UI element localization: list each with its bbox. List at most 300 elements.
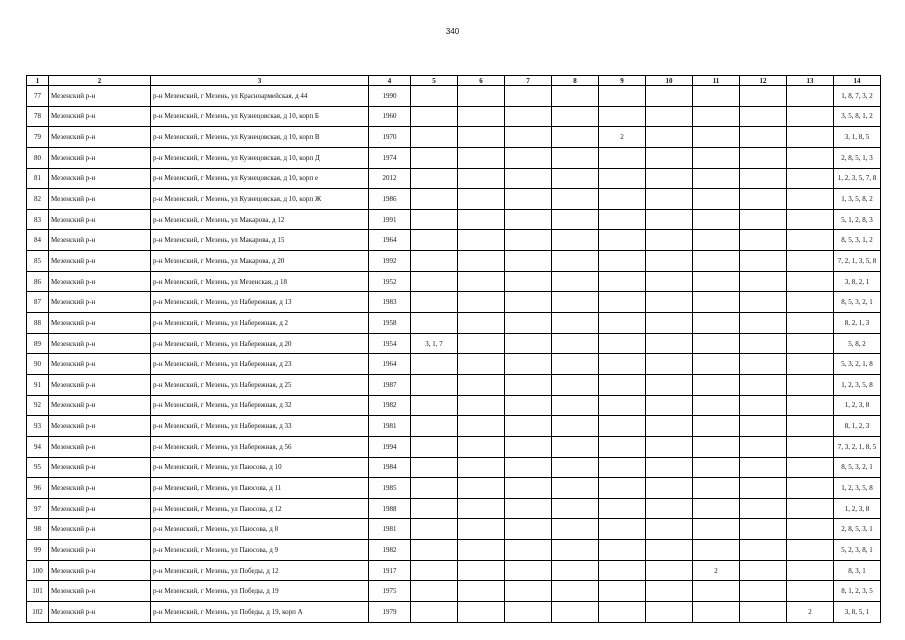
- table-cell-c5: [411, 478, 458, 499]
- table-cell-c14: 7, 2, 1, 3, 5, 8: [834, 251, 881, 272]
- table-cell-c5: [411, 168, 458, 189]
- table-cell-n: 102: [27, 602, 49, 623]
- table-cell-district: Мезенский р-н: [49, 560, 151, 581]
- table-cell-c10: [646, 354, 693, 375]
- table-cell-year: 1958: [369, 313, 411, 334]
- table-cell-c12: [740, 457, 787, 478]
- table-cell-c6: [458, 271, 505, 292]
- table-cell-year: 1952: [369, 271, 411, 292]
- table-row: [27, 374, 881, 395]
- table-cell-c13: [787, 354, 834, 375]
- table-row: [27, 168, 881, 189]
- table-cell-n: 81: [27, 168, 49, 189]
- table-cell-address: р-н Мезенский, г Мезень, ул Паюсова, д 11: [151, 478, 369, 499]
- table-cell-c5: [411, 147, 458, 168]
- table-cell-c5: [411, 230, 458, 251]
- table-cell-c12: [740, 560, 787, 581]
- table-cell-c9: [599, 519, 646, 540]
- table-cell-c14: 2, 8, 5, 1, 3: [834, 147, 881, 168]
- table-cell-c7: [505, 147, 552, 168]
- table-cell-year: 1994: [369, 436, 411, 457]
- table-cell-c12: [740, 189, 787, 210]
- table-cell-year: 1974: [369, 147, 411, 168]
- table-cell-c6: [458, 602, 505, 623]
- table-cell-c6: [458, 478, 505, 499]
- table-cell-c8: [552, 478, 599, 499]
- table-cell-c11: [693, 292, 740, 313]
- table-cell-c12: [740, 86, 787, 107]
- table-cell-c6: [458, 313, 505, 334]
- table-cell-year: 1990: [369, 86, 411, 107]
- table-cell-c13: [787, 581, 834, 602]
- table-cell-c9: [599, 354, 646, 375]
- table-cell-c14: 1, 2, 3, 5, 8: [834, 374, 881, 395]
- table-cell-c10: [646, 147, 693, 168]
- table-cell-c10: [646, 436, 693, 457]
- table-row: [27, 230, 881, 251]
- table-cell-c12: [740, 106, 787, 127]
- table-row: [27, 106, 881, 127]
- table-cell-c12: [740, 292, 787, 313]
- table-cell-n: 99: [27, 540, 49, 561]
- table-cell-year: 1987: [369, 374, 411, 395]
- table-cell-n: 95: [27, 457, 49, 478]
- table-row: [27, 209, 881, 230]
- table-cell-c9: [599, 436, 646, 457]
- table-cell-c9: [599, 602, 646, 623]
- table-cell-year: 1984: [369, 457, 411, 478]
- table-cell-c9: [599, 498, 646, 519]
- table-row: [27, 498, 881, 519]
- table-cell-c8: [552, 540, 599, 561]
- table-cell-c10: [646, 333, 693, 354]
- table-cell-c12: [740, 581, 787, 602]
- table-cell-c6: [458, 354, 505, 375]
- table-cell-c13: [787, 395, 834, 416]
- table-cell-address: р-н Мезенский, г Мезень, ул Набережная, д 2: [151, 313, 369, 334]
- table-cell-c5: [411, 189, 458, 210]
- table-cell-c10: [646, 86, 693, 107]
- housing-table: [26, 75, 881, 623]
- table-cell-n: 98: [27, 519, 49, 540]
- table-cell-c5: [411, 106, 458, 127]
- table-cell-year: 1982: [369, 395, 411, 416]
- table-cell-c9: [599, 292, 646, 313]
- table-cell-c11: [693, 540, 740, 561]
- table-cell-c12: [740, 271, 787, 292]
- table-cell-c5: [411, 519, 458, 540]
- table-cell-c9: [599, 271, 646, 292]
- table-cell-district: Мезенский р-н: [49, 127, 151, 148]
- table-cell-c10: [646, 395, 693, 416]
- table-cell-c11: [693, 374, 740, 395]
- table-cell-year: 2012: [369, 168, 411, 189]
- table-cell-c9: [599, 86, 646, 107]
- table-cell-c7: [505, 251, 552, 272]
- column-header: 7: [505, 76, 552, 86]
- table-cell-c9: [599, 478, 646, 499]
- table-cell-c6: [458, 498, 505, 519]
- table-cell-district: Мезенский р-н: [49, 519, 151, 540]
- table-cell-year: 1985: [369, 478, 411, 499]
- table-cell-address: р-н Мезенский, г Мезень, ул Кузнецовская, д 10, корп Ж: [151, 189, 369, 210]
- table-cell-address: р-н Мезенский, г Мезень, ул Набережная, д 25: [151, 374, 369, 395]
- table-cell-c8: [552, 106, 599, 127]
- column-header: 3: [151, 76, 369, 86]
- table-cell-c7: [505, 209, 552, 230]
- table-cell-c7: [505, 436, 552, 457]
- table-cell-c10: [646, 519, 693, 540]
- table-cell-c8: [552, 271, 599, 292]
- table-cell-c13: [787, 374, 834, 395]
- table-cell-c6: [458, 416, 505, 437]
- table-cell-address: р-н Мезенский, г Мезень, ул Набережная, д 20: [151, 333, 369, 354]
- table-cell-year: 1982: [369, 540, 411, 561]
- table-cell-c11: [693, 168, 740, 189]
- table-cell-c5: [411, 436, 458, 457]
- table-row: [27, 354, 881, 375]
- table-cell-c10: [646, 416, 693, 437]
- table-cell-c7: [505, 602, 552, 623]
- table-cell-c8: [552, 602, 599, 623]
- table-cell-c9: [599, 313, 646, 334]
- table-cell-c10: [646, 127, 693, 148]
- table-cell-c10: [646, 540, 693, 561]
- table-cell-year: 1964: [369, 230, 411, 251]
- table-cell-address: р-н Мезенский, г Мезень, ул Победы, д 12: [151, 560, 369, 581]
- table-cell-c5: [411, 86, 458, 107]
- table-cell-c9: [599, 168, 646, 189]
- table-cell-n: 97: [27, 498, 49, 519]
- table-cell-c8: [552, 395, 599, 416]
- table-cell-year: 1975: [369, 581, 411, 602]
- table-cell-address: р-н Мезенский, г Мезень, ул Набережная, д 23: [151, 354, 369, 375]
- table-cell-c14: 3, 1, 8, 5: [834, 127, 881, 148]
- table-cell-c12: [740, 395, 787, 416]
- table-cell-c6: [458, 374, 505, 395]
- table-cell-address: р-н Мезенский, г Мезень, ул Кузнецовская, д 10, корп Б: [151, 106, 369, 127]
- table-cell-c13: [787, 416, 834, 437]
- table-cell-address: р-н Мезенский, г Мезень, ул Набережная, д 33: [151, 416, 369, 437]
- page-number: 340: [445, 27, 460, 36]
- table-cell-c13: [787, 251, 834, 272]
- table-cell-c12: [740, 416, 787, 437]
- table-cell-year: 1983: [369, 292, 411, 313]
- table-cell-c13: [787, 540, 834, 561]
- table-cell-c12: [740, 230, 787, 251]
- table-cell-c12: [740, 478, 787, 499]
- table-cell-n: 85: [27, 251, 49, 272]
- table-cell-c11: [693, 230, 740, 251]
- table-row: [27, 251, 881, 272]
- table-cell-c11: [693, 602, 740, 623]
- table-cell-c14: 8, 2, 1, 3: [834, 313, 881, 334]
- table-cell-c12: [740, 602, 787, 623]
- table-body: [27, 86, 881, 623]
- table-cell-year: 1981: [369, 416, 411, 437]
- table-cell-district: Мезенский р-н: [49, 354, 151, 375]
- table-cell-c10: [646, 602, 693, 623]
- table-cell-c8: [552, 209, 599, 230]
- table-cell-c9: 2: [599, 127, 646, 148]
- column-header: 5: [411, 76, 458, 86]
- table-cell-c7: [505, 354, 552, 375]
- table-cell-c13: [787, 168, 834, 189]
- table-cell-address: р-н Мезенский, г Мезень, ул Кузнецовская, д 10, корп В: [151, 127, 369, 148]
- table-cell-address: р-н Мезенский, г Мезень, ул Набережная, д 13: [151, 292, 369, 313]
- table-cell-district: Мезенский р-н: [49, 436, 151, 457]
- table-cell-c6: [458, 86, 505, 107]
- column-header: 12: [740, 76, 787, 86]
- column-header: 13: [787, 76, 834, 86]
- table-cell-c13: [787, 436, 834, 457]
- table-cell-c14: 5, 3, 2, 1, 8: [834, 354, 881, 375]
- table-cell-district: Мезенский р-н: [49, 230, 151, 251]
- table-cell-c9: [599, 189, 646, 210]
- table-cell-c14: 3, 5, 8, 1, 2: [834, 106, 881, 127]
- table-cell-c14: 8, 5, 3, 2, 1: [834, 457, 881, 478]
- table-cell-c8: [552, 251, 599, 272]
- table-cell-c14: 5, 1, 2, 8, 3: [834, 209, 881, 230]
- table-cell-district: Мезенский р-н: [49, 498, 151, 519]
- table-cell-c6: [458, 581, 505, 602]
- table-cell-c6: [458, 519, 505, 540]
- table-cell-year: 1992: [369, 251, 411, 272]
- table-cell-c9: [599, 395, 646, 416]
- table-cell-c5: [411, 395, 458, 416]
- table-cell-c9: [599, 251, 646, 272]
- table-cell-c9: [599, 333, 646, 354]
- table-cell-c13: [787, 106, 834, 127]
- table-cell-c10: [646, 478, 693, 499]
- table-cell-c14: 1, 2, 3, 8: [834, 498, 881, 519]
- table-cell-c13: [787, 457, 834, 478]
- table-cell-c7: [505, 292, 552, 313]
- table-cell-c14: 2, 8, 5, 3, 1: [834, 519, 881, 540]
- table-row: [27, 86, 881, 107]
- table-cell-c11: [693, 498, 740, 519]
- column-header: 11: [693, 76, 740, 86]
- table-row: [27, 395, 881, 416]
- table-cell-year: 1988: [369, 498, 411, 519]
- table-cell-c13: [787, 498, 834, 519]
- table-cell-c6: [458, 106, 505, 127]
- table-cell-n: 83: [27, 209, 49, 230]
- table-cell-c7: [505, 127, 552, 148]
- table-cell-address: р-н Мезенский, г Мезень, ул Паюсова, д 10: [151, 457, 369, 478]
- table-cell-c5: [411, 292, 458, 313]
- table-cell-district: Мезенский р-н: [49, 86, 151, 107]
- table-cell-district: Мезенский р-н: [49, 209, 151, 230]
- table-cell-c10: [646, 209, 693, 230]
- table-cell-c14: 8, 3, 1: [834, 560, 881, 581]
- table-cell-year: 1954: [369, 333, 411, 354]
- table-cell-district: Мезенский р-н: [49, 581, 151, 602]
- table-cell-n: 93: [27, 416, 49, 437]
- table-cell-district: Мезенский р-н: [49, 478, 151, 499]
- table-cell-c12: [740, 209, 787, 230]
- table-cell-c12: [740, 147, 787, 168]
- table-cell-c5: [411, 209, 458, 230]
- table-cell-c11: [693, 457, 740, 478]
- table-cell-n: 87: [27, 292, 49, 313]
- table-cell-n: 96: [27, 478, 49, 499]
- table-cell-c6: [458, 147, 505, 168]
- table-cell-year: 1917: [369, 560, 411, 581]
- table-cell-c10: [646, 168, 693, 189]
- table-row: [27, 519, 881, 540]
- table-cell-address: р-н Мезенский, г Мезень, ул Победы, д 19, корп А: [151, 602, 369, 623]
- table-cell-address: р-н Мезенский, г Мезень, ул Кузнецовская, д 10, корп Д: [151, 147, 369, 168]
- table-cell-c5: [411, 313, 458, 334]
- table-cell-district: Мезенский р-н: [49, 457, 151, 478]
- table-cell-n: 92: [27, 395, 49, 416]
- table-cell-c14: 3, 8, 2, 1: [834, 271, 881, 292]
- table-cell-c8: [552, 457, 599, 478]
- table-cell-c7: [505, 86, 552, 107]
- table-cell-n: 89: [27, 333, 49, 354]
- table-cell-c8: [552, 168, 599, 189]
- table-cell-c14: 1, 3, 5, 8, 2: [834, 189, 881, 210]
- table-cell-c12: [740, 540, 787, 561]
- table-cell-c8: [552, 581, 599, 602]
- table-cell-c6: [458, 395, 505, 416]
- table-cell-c5: [411, 540, 458, 561]
- column-header: 10: [646, 76, 693, 86]
- table-cell-c11: [693, 86, 740, 107]
- table-cell-c11: [693, 189, 740, 210]
- table-cell-address: р-н Мезенский, г Мезень, ул Набережная, д 56: [151, 436, 369, 457]
- table-cell-c5: [411, 127, 458, 148]
- table-cell-c10: [646, 230, 693, 251]
- table-cell-c9: [599, 540, 646, 561]
- column-header: 6: [458, 76, 505, 86]
- table-cell-c11: [693, 333, 740, 354]
- table-cell-district: Мезенский р-н: [49, 147, 151, 168]
- table-cell-c12: [740, 333, 787, 354]
- table-cell-c5: [411, 560, 458, 581]
- table-row: [27, 271, 881, 292]
- table-cell-n: 82: [27, 189, 49, 210]
- table-cell-district: Мезенский р-н: [49, 292, 151, 313]
- table-cell-district: Мезенский р-н: [49, 189, 151, 210]
- table-cell-c6: [458, 457, 505, 478]
- table-cell-c7: [505, 478, 552, 499]
- table-cell-c10: [646, 581, 693, 602]
- table-cell-c13: [787, 209, 834, 230]
- table-cell-c13: [787, 86, 834, 107]
- table-cell-c8: [552, 354, 599, 375]
- table-cell-year: 1964: [369, 354, 411, 375]
- table-cell-c5: [411, 354, 458, 375]
- table-cell-district: Мезенский р-н: [49, 540, 151, 561]
- table-cell-c5: [411, 374, 458, 395]
- table-cell-c9: [599, 560, 646, 581]
- table-cell-address: р-н Мезенский, г Мезень, ул Красноармейская, д 44: [151, 86, 369, 107]
- table-cell-c12: [740, 313, 787, 334]
- table-cell-n: 101: [27, 581, 49, 602]
- table-row: [27, 147, 881, 168]
- table-cell-c5: [411, 251, 458, 272]
- table-cell-n: 90: [27, 354, 49, 375]
- table-cell-c7: [505, 416, 552, 437]
- table-cell-c7: [505, 540, 552, 561]
- table-cell-c12: [740, 127, 787, 148]
- table-cell-c9: [599, 416, 646, 437]
- table-cell-c14: 1, 2, 3, 8: [834, 395, 881, 416]
- table-row: [27, 457, 881, 478]
- table-cell-c11: [693, 395, 740, 416]
- table-cell-c13: 2: [787, 602, 834, 623]
- table-cell-c7: [505, 560, 552, 581]
- table-cell-n: 77: [27, 86, 49, 107]
- table-cell-c8: [552, 230, 599, 251]
- table-cell-c10: [646, 498, 693, 519]
- column-header: 1: [27, 76, 49, 86]
- table-cell-c11: [693, 209, 740, 230]
- table-cell-c7: [505, 333, 552, 354]
- table-row: [27, 292, 881, 313]
- table-cell-c13: [787, 271, 834, 292]
- table-cell-c13: [787, 230, 834, 251]
- column-header: 4: [369, 76, 411, 86]
- table-cell-c14: 5, 2, 3, 8, 1: [834, 540, 881, 561]
- table-cell-c11: [693, 106, 740, 127]
- table-cell-c14: 8, 1, 2, 3, 5: [834, 581, 881, 602]
- table-cell-c5: 3, 1, 7: [411, 333, 458, 354]
- table-cell-c11: [693, 271, 740, 292]
- table-cell-c13: [787, 519, 834, 540]
- table-cell-c6: [458, 230, 505, 251]
- table-cell-c10: [646, 251, 693, 272]
- table-cell-c14: 1, 8, 7, 3, 2: [834, 86, 881, 107]
- table-cell-c7: [505, 271, 552, 292]
- table-cell-c11: [693, 416, 740, 437]
- table-cell-c12: [740, 519, 787, 540]
- table-cell-address: р-н Мезенский, г Мезень, ул Паюсова, д 9: [151, 540, 369, 561]
- table-cell-c7: [505, 230, 552, 251]
- table-cell-c6: [458, 127, 505, 148]
- table-cell-district: Мезенский р-н: [49, 251, 151, 272]
- table-cell-c13: [787, 560, 834, 581]
- table-cell-c5: [411, 498, 458, 519]
- table-cell-c8: [552, 333, 599, 354]
- table-cell-n: 86: [27, 271, 49, 292]
- table-cell-c13: [787, 478, 834, 499]
- table-cell-c7: [505, 168, 552, 189]
- table-cell-c11: [693, 436, 740, 457]
- table-cell-year: 1960: [369, 106, 411, 127]
- table-cell-c14: 7, 3, 2, 1, 8, 5: [834, 436, 881, 457]
- table-cell-address: р-н Мезенский, г Мезень, ул Набережная, д 32: [151, 395, 369, 416]
- table-cell-c5: [411, 416, 458, 437]
- table-cell-c14: 3, 8, 5, 1: [834, 602, 881, 623]
- table-cell-c6: [458, 292, 505, 313]
- table-cell-c8: [552, 127, 599, 148]
- table-cell-c14: 8, 5, 3, 1, 2: [834, 230, 881, 251]
- table-cell-n: 88: [27, 313, 49, 334]
- table-row: [27, 581, 881, 602]
- table-cell-c10: [646, 457, 693, 478]
- table-cell-c10: [646, 292, 693, 313]
- table-cell-c8: [552, 292, 599, 313]
- table-cell-c7: [505, 519, 552, 540]
- column-header: 14: [834, 76, 881, 86]
- table-cell-district: Мезенский р-н: [49, 333, 151, 354]
- table-cell-c8: [552, 374, 599, 395]
- table-row: [27, 602, 881, 623]
- table-cell-c14: 1, 2, 3, 5, 7, 8: [834, 168, 881, 189]
